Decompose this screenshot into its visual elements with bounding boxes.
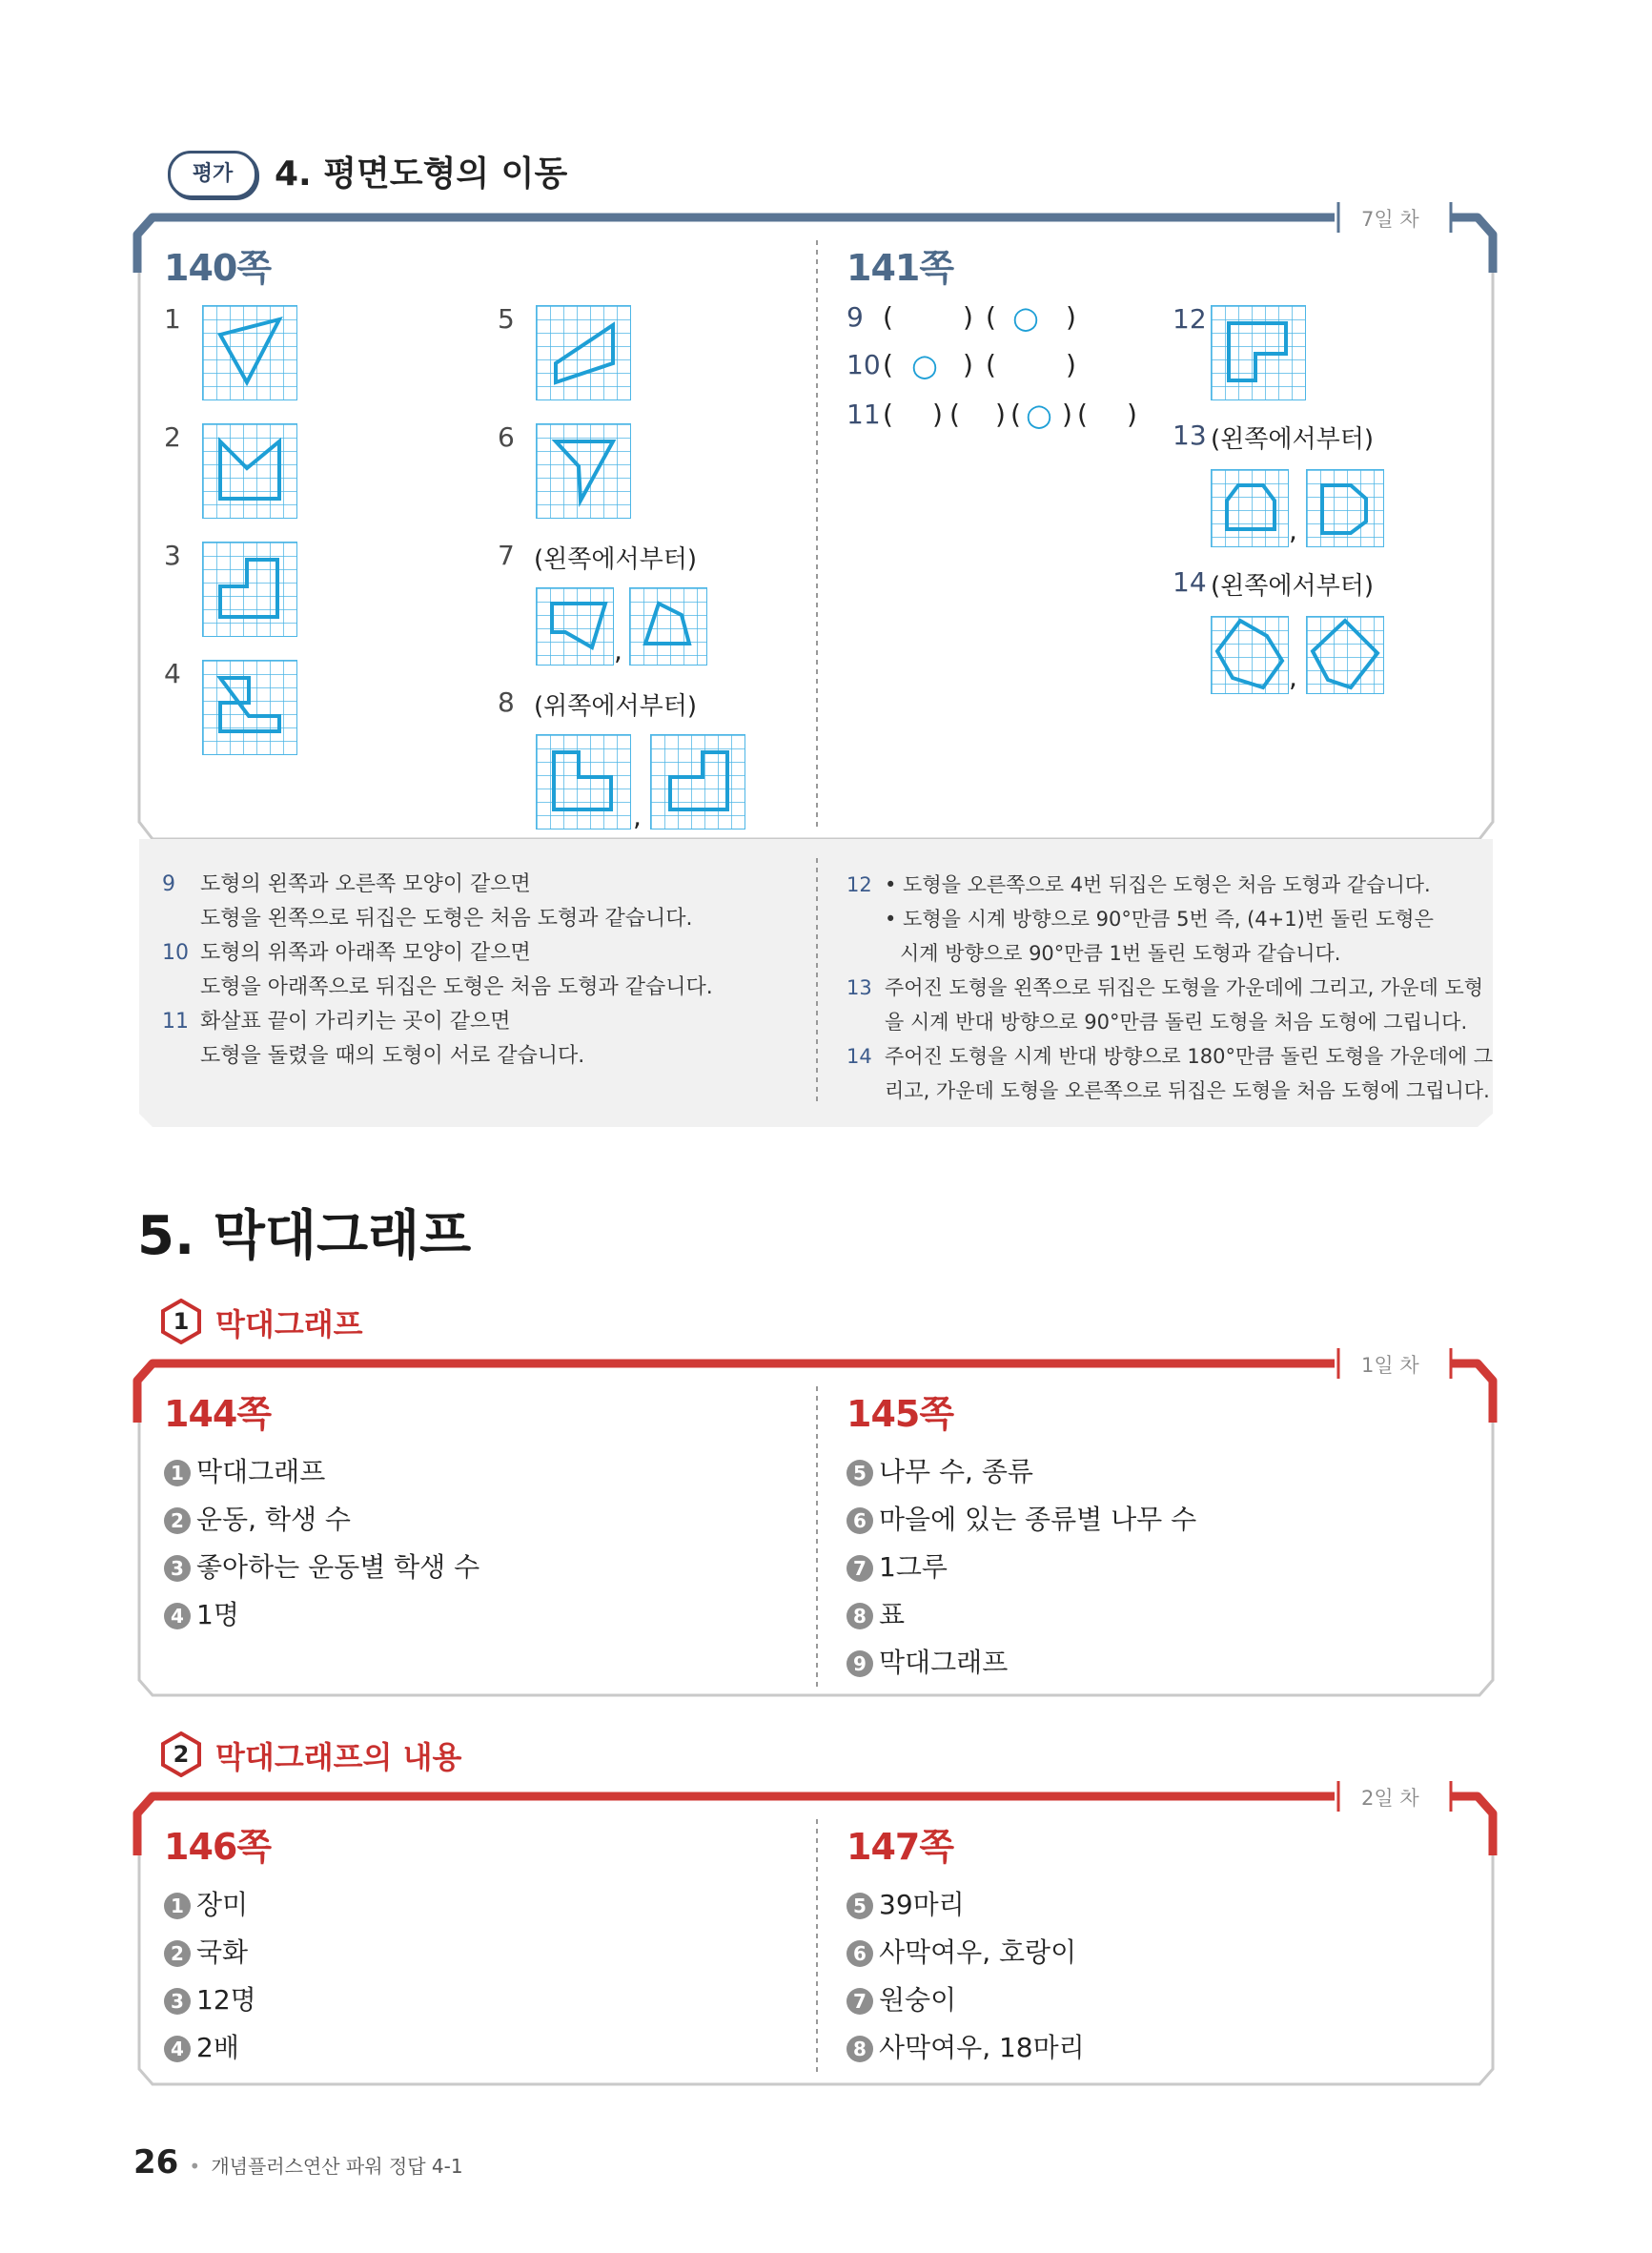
answer-grid	[1306, 469, 1384, 547]
note-item: 도형을 아래쪽으로 뒤집은 도형은 처음 도형과 같습니다.	[200, 975, 713, 999]
question-number: 5	[498, 303, 515, 335]
comma: ,	[1289, 662, 1297, 693]
paren: )	[1127, 399, 1137, 430]
answer-grid	[536, 734, 631, 830]
question-number: 3	[164, 540, 181, 571]
answer-grid	[536, 305, 631, 400]
answer-item: 8 표	[846, 1594, 905, 1632]
page-heading-141: 141쪽	[846, 247, 954, 289]
paren: )	[995, 399, 1006, 430]
answer-item: 5 39마리	[846, 1884, 965, 1922]
answer-number-badge: 3	[164, 1555, 191, 1582]
question-number: 7	[498, 540, 515, 571]
answer-grid	[1211, 616, 1289, 694]
page-footer	[133, 2143, 463, 2181]
answer-item: 6 마을에 있는 종류별 나무 수	[846, 1499, 1196, 1537]
answer-grid	[202, 305, 297, 400]
answer-item: 4 2배	[164, 2027, 239, 2065]
explanation-right	[846, 868, 1495, 1108]
answer-item: 1 막대그래프	[164, 1451, 325, 1489]
paren: (	[949, 399, 960, 430]
subsection-number: 1	[173, 1308, 190, 1335]
answer-grid	[1211, 305, 1306, 400]
shape-parallelogram	[556, 325, 613, 382]
shape-polygon	[556, 441, 613, 501]
answer-grid	[1211, 469, 1289, 547]
answer-number-badge: 1	[164, 1460, 191, 1486]
circle-mark: ○	[1012, 299, 1039, 336]
answer-number-badge: 1	[164, 1893, 191, 1919]
question-number: 9	[846, 301, 864, 333]
question-number: 10	[846, 349, 881, 380]
answer-number-badge: 8	[846, 1603, 873, 1629]
question-number: 1	[164, 303, 181, 335]
subsection-number: 2	[173, 1741, 190, 1768]
answer-grid	[1306, 616, 1384, 694]
question-number: 2	[164, 421, 181, 453]
question-number: 14	[1173, 566, 1207, 598]
answer-grid	[536, 423, 631, 519]
answer-item: 3 12명	[164, 1979, 256, 2017]
chapter-title	[137, 1194, 471, 1270]
answer-number-badge: 2	[164, 1507, 191, 1534]
shape-polygon	[554, 752, 611, 809]
page-heading-144: 144쪽	[164, 1393, 272, 1435]
paren: )	[1066, 349, 1076, 380]
day-label: 7일 차	[1361, 208, 1419, 231]
shape-polygon	[1229, 323, 1286, 380]
note-item: 을 시계 반대 방향으로 90°만큼 돌린 도형을 처음 도형에 그립니다.	[885, 1011, 1468, 1034]
page-heading-145: 145쪽	[846, 1393, 954, 1435]
question-note: (왼쪽에서부터)	[1211, 572, 1374, 601]
shape-polygon	[220, 678, 279, 731]
shape-polygon	[1217, 621, 1282, 687]
book-title: 개념플러스연산 파워 정답 4-1	[211, 2155, 463, 2178]
paren: (	[883, 301, 893, 333]
page-number: 26	[133, 2143, 179, 2181]
answer-item: 7 원숭이	[846, 1979, 956, 2017]
paren: (	[1077, 399, 1088, 430]
subsection-title: 막대그래프	[215, 1306, 363, 1342]
shape-polygon	[670, 752, 727, 809]
paren: (	[1010, 399, 1021, 430]
day-label: 1일 차	[1361, 1354, 1419, 1377]
page-heading-146: 146쪽	[164, 1826, 272, 1868]
answer-number-badge: 7	[846, 1988, 873, 2015]
answer-number-badge: 5	[846, 1893, 873, 1919]
answer-number-badge: 3	[164, 1988, 191, 2015]
answer-item: 5 나무 수, 종류	[846, 1451, 1033, 1489]
paren: (	[986, 349, 996, 380]
page-heading-140: 140쪽	[164, 247, 272, 289]
answer-item: 1 장미	[164, 1884, 248, 1922]
answer-item: 2 국화	[164, 1932, 248, 1970]
shape-triangle	[220, 319, 279, 382]
answer-grid	[650, 734, 745, 830]
paren: )	[1062, 399, 1072, 430]
shape-polygon	[1322, 485, 1366, 533]
answer-number-badge: 6	[846, 1940, 873, 1967]
question-number: 8	[498, 686, 515, 718]
answer-number-badge: 6	[846, 1507, 873, 1534]
question-note: (위쪽에서부터)	[534, 692, 697, 721]
answer-grid	[629, 587, 707, 666]
note-item: 12 • 도형을 오른쪽으로 4번 뒤집은 도형은 처음 도형과 같습니다.	[846, 873, 1431, 896]
shape-polygon	[1227, 485, 1275, 529]
answer-item: 9 막대그래프	[846, 1642, 1008, 1680]
circle-mark: ○	[1026, 397, 1052, 433]
shape-quadrilateral	[552, 604, 605, 647]
answer-number-badge: 4	[164, 1603, 191, 1629]
note-item: 14 주어진 도형을 시계 반대 방향으로 180°만큼 돌린 도형을 가운데에 그	[846, 1045, 1494, 1068]
paren: (	[883, 399, 893, 430]
answer-item: 4 1명	[164, 1594, 239, 1632]
note-item: 시계 방향으로 90°만큼 1번 돌린 도형과 같습니다.	[900, 942, 1341, 965]
paren: )	[932, 399, 943, 430]
answer-number-badge: 7	[846, 1555, 873, 1582]
note-item: 13 주어진 도형을 왼쪽으로 뒤집은 도형을 가운데에 그리고, 가운데 도형	[846, 976, 1484, 999]
paren: (	[883, 349, 893, 380]
answer-number-badge: 9	[846, 1650, 873, 1677]
answer-item: 7 1그루	[846, 1546, 948, 1585]
note-item: 도형을 돌렸을 때의 도형이 서로 같습니다.	[200, 1044, 585, 1068]
question-number: 11	[846, 399, 881, 430]
comma: ,	[1289, 515, 1297, 546]
paren: )	[963, 349, 973, 380]
section-title: 4. 평면도형의 이동	[275, 154, 568, 194]
shape-polygon	[220, 441, 279, 499]
explanation-left	[162, 868, 791, 1074]
note-item: 11 화살표 끝이 가리키는 곳이 같으면	[162, 1010, 511, 1034]
day-label: 2일 차	[1361, 1787, 1419, 1810]
comma: ,	[633, 801, 642, 832]
circle-mark: ○	[911, 347, 938, 383]
chapter-name: 막대그래프	[213, 1205, 472, 1267]
answer-item: 3 좋아하는 운동별 학생 수	[164, 1546, 479, 1585]
question-number: 6	[498, 421, 515, 453]
note-item: 10 도형의 위쪽과 아래쪽 모양이 같으면	[162, 941, 531, 965]
question-number: 4	[164, 658, 181, 689]
answer-number-badge: 2	[164, 1940, 191, 1967]
chapter-number: 5.	[137, 1205, 195, 1267]
note-item: 도형을 왼쪽으로 뒤집은 도형은 처음 도형과 같습니다.	[200, 907, 693, 931]
page-heading-147: 147쪽	[846, 1826, 954, 1868]
answer-number-badge: 4	[164, 2036, 191, 2062]
answer-item: 2 운동, 학생 수	[164, 1499, 351, 1537]
answer-number-badge: 8	[846, 2036, 873, 2062]
answer-item: 6 사막여우, 호랑이	[846, 1932, 1076, 1970]
section5-frame-2	[0, 1768, 1652, 2092]
answer-grid	[202, 542, 297, 637]
note-item: • 도형을 시계 방향으로 90°만큼 5번 즉, (4+1)번 돌린 도형은	[885, 908, 1434, 931]
shape-polygon	[1313, 621, 1377, 687]
subsection-title: 막대그래프의 내용	[215, 1739, 462, 1775]
question-note: (왼쪽에서부터)	[1211, 425, 1374, 454]
answer-grid	[202, 660, 297, 755]
note-item: 9 도형의 왼쪽과 오른쪽 모양이 같으면	[162, 872, 531, 896]
paren: )	[963, 301, 973, 333]
note-item: 리고, 가운데 도형을 오른쪽으로 뒤집은 도형을 처음 도형에 그립니다.	[885, 1079, 1490, 1102]
question-number: 13	[1173, 420, 1207, 451]
answer-number-badge: 5	[846, 1460, 873, 1486]
paren: (	[986, 301, 996, 333]
shape-polygon	[220, 560, 277, 617]
section-badge: 평가	[168, 151, 257, 198]
question-number: 12	[1173, 303, 1207, 335]
comma: ,	[614, 635, 622, 666]
footer-bullet: •	[189, 2155, 201, 2178]
answer-item: 8 사막여우, 18마리	[846, 2027, 1085, 2065]
answer-grid	[202, 423, 297, 519]
shape-quadrilateral	[645, 604, 689, 644]
answer-grid	[536, 587, 614, 666]
question-note: (왼쪽에서부터)	[534, 545, 697, 574]
paren: )	[1066, 301, 1076, 333]
